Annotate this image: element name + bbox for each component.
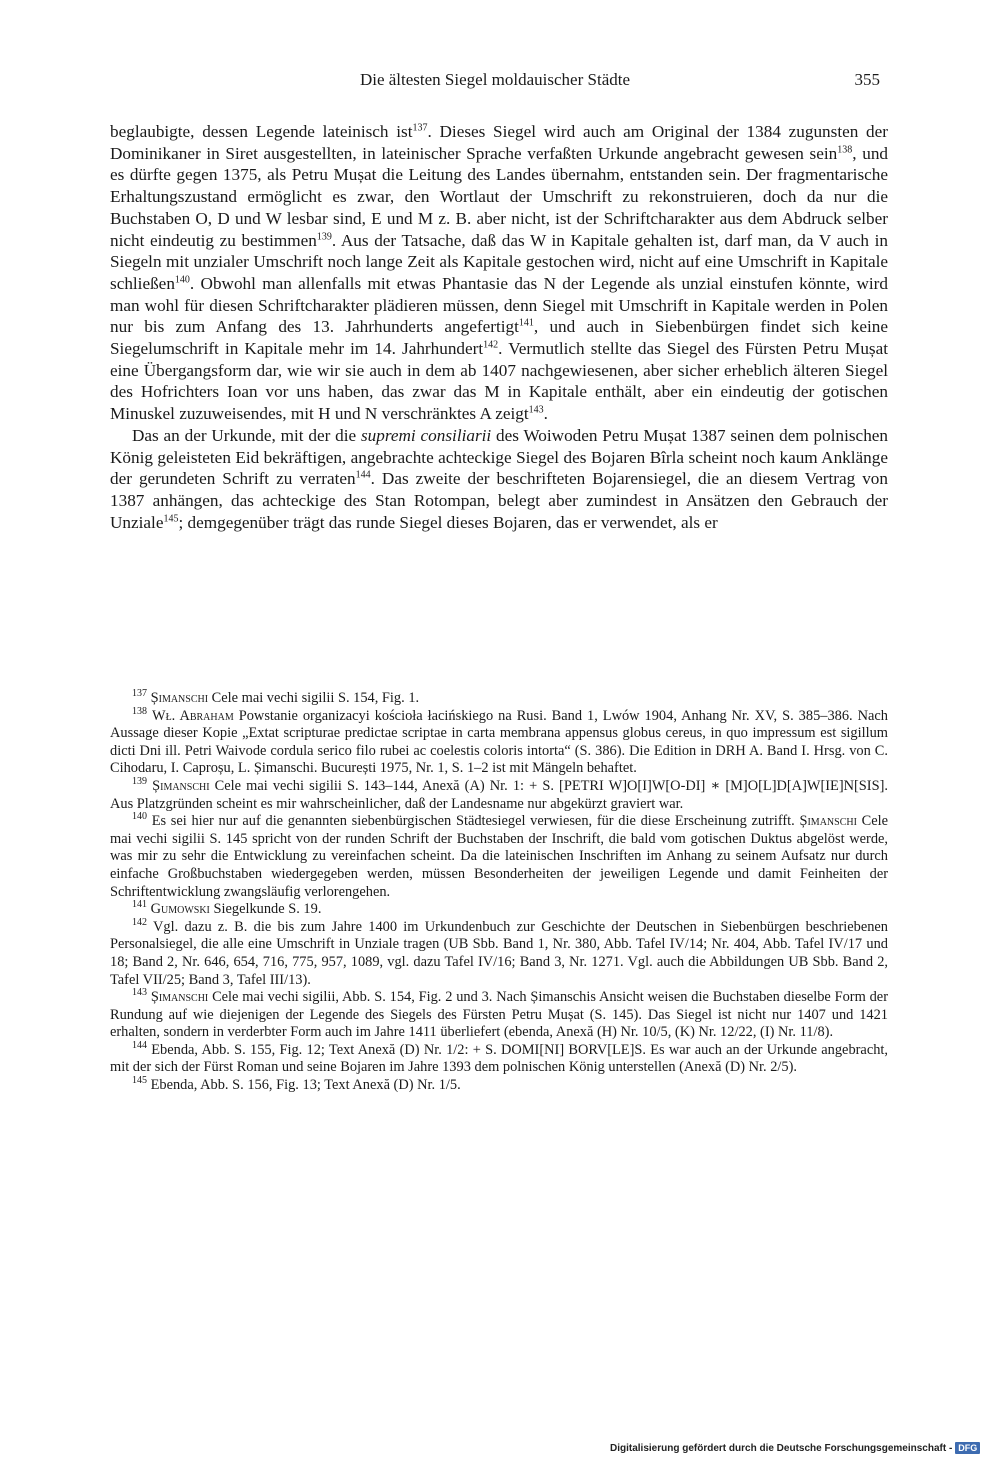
running-header (110, 70, 880, 94)
footnote-137: $^{137}$ Șimanschi Cele mai vechi sigilii S. 154, Fig. 1. (132, 688, 420, 706)
page-number: 355 (854, 70, 880, 89)
paragraph-2: Das an der Urkunde, mit der die supremi consiliarii des Woiwoden Petru Mușat 1387 seinen dem polnischen König geleisteten Eid bekräftigen, angebrachte achteckige Siegel des Bojaren Bîrla scheint noch kaum Anklänge der gerundeten Schrift zu verraten$^{144}$. Das zweite der beschrifteten Bojarensiegel, die an diesem Vertrag von 1387 anhängen, das achteckige des Stan Rotompan, belegt aber zumindest in Ansätzen den Gebrauch der Unziale$^{145}$; demgegenüber trägt das runde Siegel dieses Bojaren, das er verwendet, als er (110, 425, 889, 532)
paragraph-1: beglaubigte, dessen Legende lateinisch ist$^{137}$. Dieses Siegel wird auch am Original der 1384 zugunsten der Dominikaner in Siret ausgestellten, in lateinischer Sprache verfaßten Urkunde angebracht gewesen sein$^{138}$, und es dürfte gegen 1375, als Petru Mușat die Leitung des Landes übernahm, entstanden sein. Der fragmentarische Erhaltungszustand ermöglicht es zwar, den Wortlaut der Umschrift zu rekonstruieren, doch da nur die Buchstaben O, D und W lesbar sind, E und M z. B. aber nicht, ist der Schriftcharakter aus dem Abdruck selber nicht eindeutig zu bestimmen$^{139}$. Aus der Tatsache, daß das W in Kapitale gehalten ist, darf man, da V auch in Siegeln mit unzialer Umschrift noch lange Zeit als Kapitale gestochen wird, nicht auf eine Umschrift in Kapitale schließen$^{140}$. Obwohl man allenfalls mit etwas Phantasie das N der Legende als unzial einstufen könnte, wird man wohl für diesen Schriftcharakter plädieren müssen, denn Siegel mit Umschrift in Kapitale werden in Polen nur bis zum Anfang des 13. Jahrhunderts angefertigt$^{141}$, und auch in Siebenbürgen findet sich keine Siegelumschrift in Kapitale mehr im 14. Jahrhundert$^{142}$. Vermutlich stellte das Siegel des Fürsten Petru Mușat eine Übergangsform dar, wie wir sie auch in dem ab 1407 nachgewiesenen, aber sicher erheblich älteren Siegel des Hofrichters Ioan vor uns haben, das zwar das M in Kapitale enthält, aber ein eindeutig der gotischen Minuskel zuzuweisendes, mit H und N verschränktes A zeigt$^{143}$. (110, 122, 889, 424)
footnote-144: $^{144}$ Ebenda, Abb. S. 155, Fig. 12; Text Anexă (D) Nr. 1/2: + S. DOMI[NI] BORV[LE]S. Es war auch an der Urkunde angebracht, mit der sich der Fürst Roman und seine Bojaren im Jahre 1393 dem polnischen König unterstellen (Anexă (D) Nr. 2/5). (110, 1040, 888, 1076)
footnote-145: $^{145}$ Ebenda, Abb. S. 156, Fig. 13; Text Anexă (D) Nr. 1/5. (132, 1075, 461, 1094)
credit-text: Digitalisierung gefördert durch die Deutsche Forschungsgemeinschaft - (610, 1442, 953, 1454)
footnote-ref-145[interactable]: 145 (163, 512, 179, 524)
footnotes (110, 690, 888, 1095)
footnote-138: $^{138}$ Wł. Abraham Powstanie organizacyi kościoła łacińskiego na Rusi. Band 1, Lwów 1904, Anhang Nr. XV, S. 385–386. Nach Aussage dieser Kopie „Extat scripturae predictae scriptae in carta membrana appensus globus cereus, in quo impressum est sigillum dicti Dni ill. Petri Waivode cordula serico filo rubei ac coelestis coloris intorta“ (S. 386). Die Edition in DRH A. Band I. Hrsg. von C. Cihodaru, I. Caproșu, L. Șimanschi. București 1975, Nr. 1, S. 1–2 ist mit Mängeln behaftet. (110, 705, 888, 777)
footnote-ref-137[interactable]: 137 (412, 122, 428, 134)
main-text (110, 121, 888, 533)
footnote-ref-140[interactable]: 140 (174, 274, 190, 286)
footnote-141: $^{141}$ Gumowski Siegelkunde S. 19. (132, 899, 322, 918)
footnote-139: $^{139}$ Șimanschi Cele mai vechi sigilii S. 143–144, Anexă (A) Nr. 1: + S. [PETRI W]O[I]W[O-DI] ∗ [M]O[L]D[A]W[IE]N[SIS]. Aus Platzgründen scheint es mir wahrscheinlicher, daß der Landesname nur abgekürzt graviert war. (110, 776, 888, 812)
dfg-logo: DFG (955, 1442, 980, 1454)
digitization-credit (610, 1440, 980, 1456)
footnote-ref-141[interactable]: 141 (518, 317, 534, 329)
footnote-140: $^{140}$ Es sei hier nur auf die genannten siebenbürgischen Städtesiegel verwiesen, für die diese Erscheinung zutrifft. Șimanschi Cele mai vechi sigilii S. 145 spricht von der runden Schrift der Buchstaben der Inschrift, die bald vom gotischen Duktus abgelöst werde, was mir zu sehr die Entwicklung zu vereinfachen scheint. Da die lateinischen Inschriften im Anhang zu seinem Aufsatz nur durch einfache Großbuchstaben wiedergegeben werden, müssen Besonderheiten der jeweiligen Legende und damit Feinheiten der Schriftentwicklung zwangsläufig verlorengehen. (110, 811, 888, 900)
footnote-ref-143[interactable]: 143 (528, 404, 544, 416)
footnote-ref-138[interactable]: 138 (837, 143, 853, 155)
footnote-ref-142[interactable]: 142 (483, 339, 499, 351)
footnote-142: $^{142}$ Vgl. dazu z. B. die bis zum Jahre 1400 im Urkundenbuch zur Geschichte der Deutschen in Siebenbürgen beschriebenen Personalsiegel, die alle eine Umschrift in Unziale tragen (UB Sbb. Band 1, Nr. 380, Abb. Tafel IV/14; Nr. 404, Abb. Tafel IV/17 und 18; Band 2, Nr. 646, 654, 716, 775, 957, 1089, vgl. dazu Tafel IV/16; Band 3, Nr. 1271. Vgl. auch die Abbildungen UB Sbb. Band 2, Tafel VII/25; Band 3, Tafel III/13). (110, 916, 888, 988)
running-title: Die ältesten Siegel moldauischer Städte (359, 70, 631, 89)
footnote-143: $^{143}$ Șimanschi Cele mai vechi sigilii, Abb. S. 154, Fig. 2 und 3. Nach Șimanschis Ansicht weisen die Buchstaben dieselbe Form der Rundung auf wie diejenigen der Legende des Siegels des Fürsten Petru Mușat (S. 145). Das Siegel ist nicht nur 1407 und 1421 erhalten, sondern in verderbter Form auch im Jahre 1411 überliefert (ebenda, Anexă (H) Nr. 10/5, (K) Nr. 12/22, (I) Nr. 11/8). (110, 987, 888, 1041)
footnote-ref-144[interactable]: 144 (355, 469, 371, 481)
footnote-ref-139[interactable]: 139 (316, 230, 332, 242)
emphasis-latin: supremi consiliarii (360, 425, 492, 445)
